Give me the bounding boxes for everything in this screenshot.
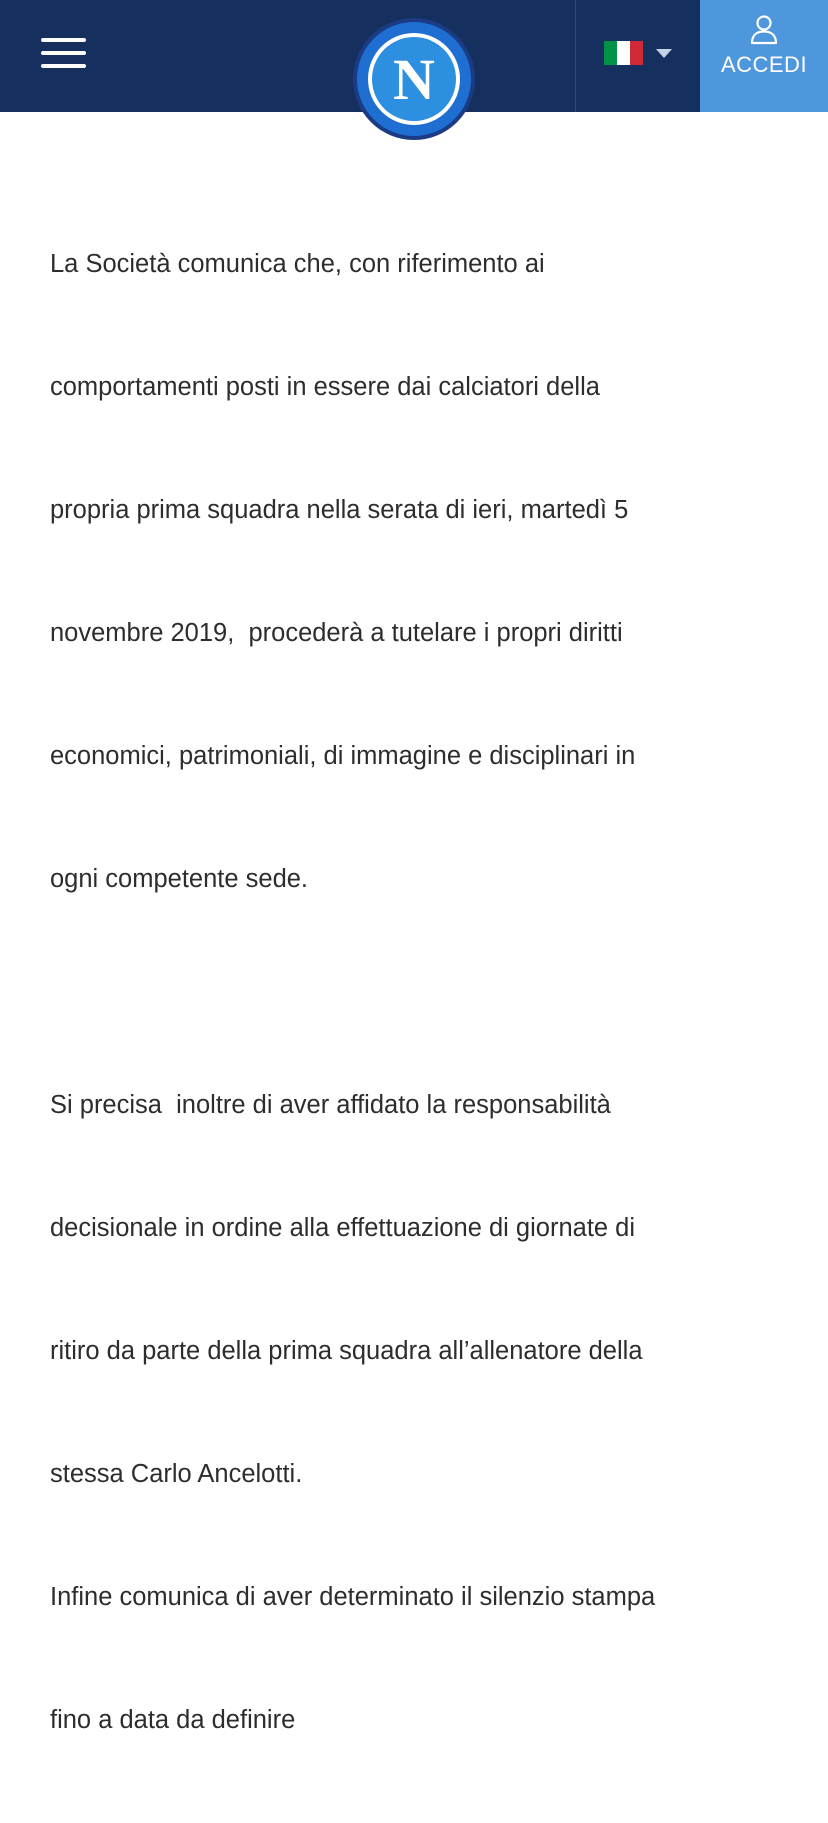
- login-button[interactable]: [700, 0, 828, 112]
- menu-bar: [41, 38, 86, 42]
- text-line: comportamenti posti in essere dai calciatori della: [50, 373, 600, 401]
- text-line: decisionale in ordine alla effettuazione di giornate di: [50, 1214, 636, 1242]
- chevron-down-icon: [656, 49, 672, 58]
- text-line: Si precisa inoltre di aver affidato la responsabilità: [50, 1091, 611, 1119]
- menu-bar: [41, 51, 86, 55]
- user-icon: [749, 14, 779, 44]
- text-line: Infine comunica di aver determinato il silenzio stampa: [50, 1583, 656, 1611]
- text-line: La Società comunica che, con riferimento ai: [50, 250, 545, 278]
- menu-bar: [41, 64, 86, 68]
- text-line: fino a data da definire: [50, 1706, 296, 1734]
- paragraph-2: [50, 1003, 810, 1823]
- hamburger-menu-button[interactable]: [41, 38, 87, 70]
- text-line: economici, patrimoniali, di immagine e disciplinari in: [50, 742, 636, 770]
- header-divider: [575, 0, 576, 112]
- text-line: ritiro da parte della prima squadra all’allenatore della: [50, 1337, 643, 1365]
- press-release: [50, 162, 810, 1823]
- text-line: stessa Carlo Ancelotti.: [50, 1460, 303, 1488]
- ssc-napoli-logo[interactable]: [352, 17, 476, 141]
- text-line: propria prima squadra nella serata di ieri, martedì 5: [50, 496, 629, 524]
- language-selector[interactable]: [604, 40, 676, 68]
- italian-flag-icon: [604, 41, 643, 65]
- paragraph-1: [50, 162, 810, 982]
- login-label: ACCEDI: [720, 52, 808, 77]
- logo-letter: N: [393, 47, 435, 112]
- text-line: novembre 2019, procederà a tutelare i propri diritti: [50, 619, 623, 647]
- text-line: ogni competente sede.: [50, 865, 309, 893]
